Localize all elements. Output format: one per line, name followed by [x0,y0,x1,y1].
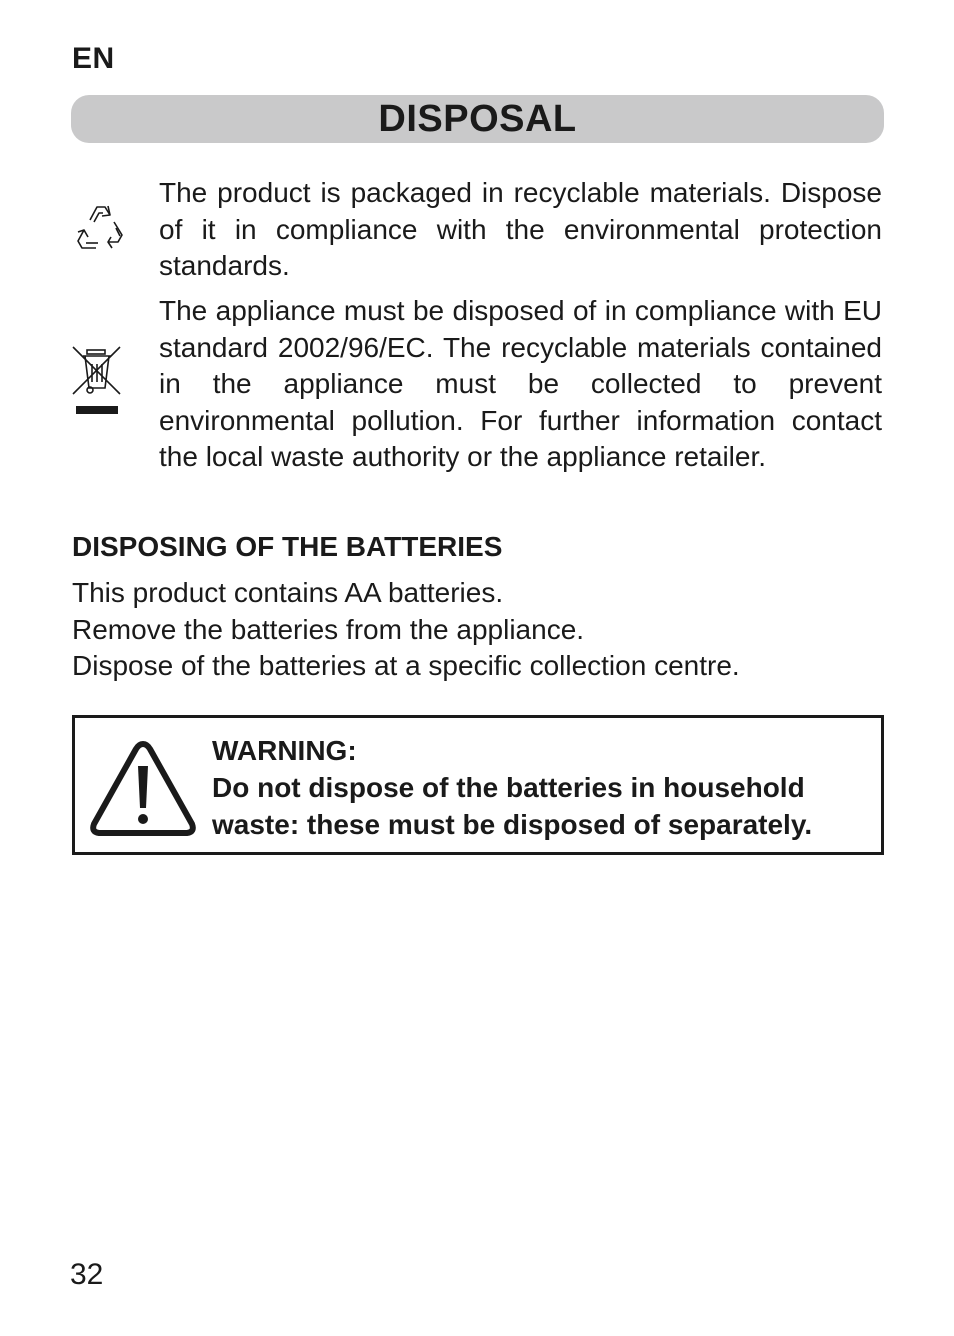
list-item: This product contains AA batteries. [72,577,504,608]
list-item: Dispose of the batteries at a specific collection centre. [72,650,740,681]
batteries-list [72,575,882,685]
batteries-heading: DISPOSING OF THE BATTERIES [72,531,503,562]
warning-triangle-icon [89,738,197,838]
appliance-disposal-text: The appliance must be disposed of in compliance with EU standard 2002/96/EC. The recyclable materials contained in the appliance must be collected to prevent environmental pollution. For further information contact the local waste authority or the appliance retailer. [159,295,882,472]
section-title-bar [71,95,884,143]
warning-line-1: Do not dispose of the batteries in household [212,772,805,803]
packaging-disposal-text: The product is packaged in recyclable materials. Dispose of it in compliance with the environmental protection standards. [159,177,882,281]
recycle-icon [70,200,130,258]
list-item: Remove the batteries from the appliance. [72,613,585,645]
page-number: 32 [70,1258,104,1291]
crossed-bin-icon [70,344,124,418]
warning-text [212,732,872,843]
page-title: DISPOSAL [378,98,577,140]
warning-box [72,715,884,855]
warning-label: WARNING: [212,735,357,766]
warning-line-2: waste: these must be disposed of separately. [212,809,813,840]
language-code: EN [72,42,115,75]
